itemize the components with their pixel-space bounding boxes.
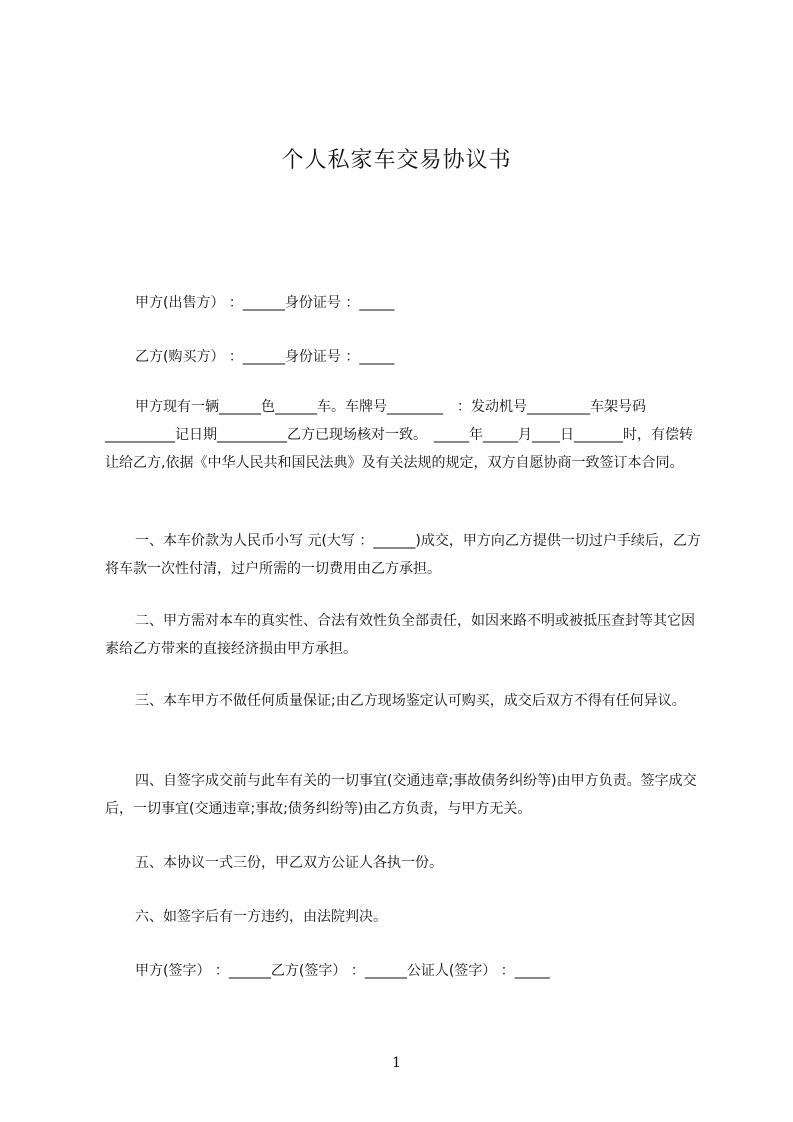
party-b-line: 乙方(购买方） ：______身份证号 ：_____	[135, 349, 395, 365]
intro-paragraph: 甲方现有一辆______色______车。车牌号________ ：发动机号_________车架号码__________记日期__________乙方已现场核对一致。 _____年_____月____日_______时，有偿转让给乙方,依据《中华人民共和国民法典》及有关法规的规定，双方自愿协商一致签订本合同。	[105, 399, 693, 471]
clause-1: 一、本车价款为人民币小写 元(大写 ：______)成交，甲方向乙方提供一切过户手续后，乙方将车款一次性付清，过户所需的一切费用由乙方承担。	[105, 533, 701, 577]
clause-2: 二、甲方需对本车的真实性、合法有效性负全部责任，如因来路不明或被抵压查封等其它因素给乙方带来的直接经济损由甲方承担。	[105, 613, 695, 657]
page-number: 1	[392, 1055, 401, 1071]
signature-line: 甲方(签字） ：______乙方(签字） ：______公证人(签字） ：_____	[135, 963, 550, 979]
clause-6: 六、如签字后有一方违约，由法院判决。	[135, 909, 387, 925]
clause-4: 四、自签字成交前与此车有关的一切事宜(交通违章;事故债务纠纷等)由甲方负责。签字成交后，一切事宜(交通违章;事故;债务纠纷等)由乙方负责，与甲方无关。	[105, 773, 697, 817]
document-title: 个人私家车交易协议书	[281, 148, 512, 173]
party-a-line: 甲方(出售方） ：______身份证号 ：_____	[135, 295, 395, 311]
clause-3: 三、本车甲方不做任何质量保证;由乙方现场鉴定认可购买，成交后双方不得有任何异议。	[135, 693, 686, 709]
clause-5: 五、本协议一式三份，甲乙双方公证人各执一份。	[135, 855, 443, 871]
